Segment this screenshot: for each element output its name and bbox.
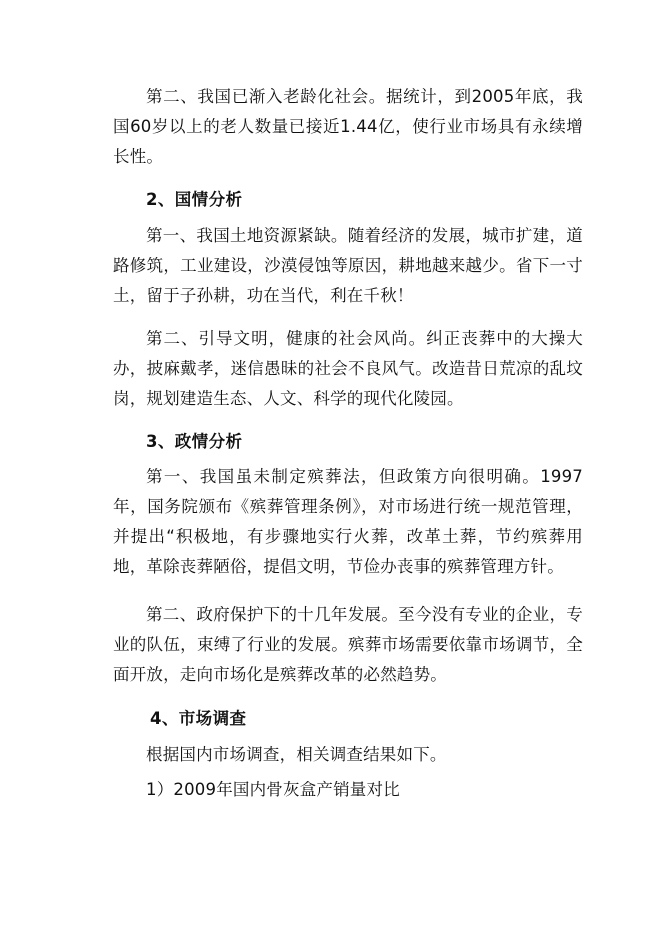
paragraph-land-resources: 第一、我国土地资源紧缺。随着经济的发展，城市扩建，道路修筑，工业建设，沙漠侵蚀等原因，耕地越来越少。省下一寸土，留于子孙耕，功在当代，利在千秋！ [113, 226, 583, 305]
paragraph-survey-intro: 根据国内市场调查，相关调查结果如下。 [146, 745, 447, 764]
heading-market-survey: 4、市场调查 [150, 709, 247, 728]
heading-national-analysis: 2、国情分析 [146, 190, 243, 209]
paragraph-funeral-regulation: 第一、我国虽未制定殡葬法，但政策方向很明确。1997年，国务院颁布《殡葬管理条例》，对市场进行统一规范管理，并提出“积极地，有步骤地实行火葬，改革土葬，节约殡葬用地，革除丧葬陋俗，提倡文明，节俭办丧事的殡葬管理方针。 [113, 467, 583, 576]
paragraph-civilized-custom: 第二、引导文明，健康的社会风尚。纠正丧葬中的大操大办，披麻戴孝，迷信愚昧的社会不良风气。改造昔日荒凉的乱坟岗，规划建造生态、人文、科学的现代化陵园。 [113, 329, 583, 408]
paragraph-aging-society: 第二、我国已渐入老龄化社会。据统计，到2005年底，我国60岁以上的老人数量已接近1.44亿，使行业市场具有永续增长性。 [113, 87, 583, 166]
heading-policy-analysis: 3、政情分析 [146, 432, 243, 451]
list-item-urn-sales-comparison: 1）2009年国内骨灰盒产销量对比 [146, 780, 400, 799]
paragraph-government-protection: 第二、政府保护下的十几年发展。至今没有专业的企业，专业的队伍，束缚了行业的发展。殡葬市场需要依靠市场调节，全面开放，走向市场化是殡葬改革的必然趋势。 [113, 605, 583, 684]
